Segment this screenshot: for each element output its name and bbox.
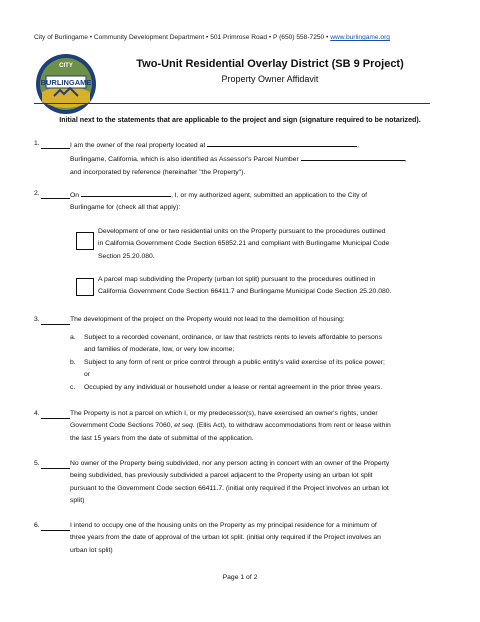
statement-body xyxy=(70,138,480,179)
seal-name: BURLINGAME xyxy=(40,78,92,87)
statement-text: , I, or my authorized agent, submitted an application to the City of xyxy=(170,192,368,199)
statement-line: Burlingame for (check all that apply): xyxy=(70,204,181,212)
statement-line: The development of the project on the Property would not lead to the demolition of housing: xyxy=(70,316,345,323)
statement-number: 3. xyxy=(34,314,41,326)
property-address-blank[interactable] xyxy=(207,138,360,149)
statement-line: and incorporated by reference (hereinafter "the Property"). xyxy=(70,168,246,176)
statement-number: 2. xyxy=(34,188,41,200)
header-dept: Community Development Department xyxy=(93,34,205,41)
instruction-text: Initial next to the statements that are applicable to the project and sign (signature required to be notarized). xyxy=(59,116,421,124)
statement-italic: et seq. xyxy=(174,422,195,430)
statement-body xyxy=(70,458,480,507)
initial-blank-1[interactable] xyxy=(34,138,70,149)
option-line: Section 25.20.080. xyxy=(98,252,155,260)
header-bullet: • xyxy=(326,34,329,41)
statement-text: Burlingame, California, which is also identified as Assessor's Parcel Number xyxy=(70,156,299,164)
sub-text xyxy=(84,357,442,382)
sub-line: and families of moderate, low, or very low income; xyxy=(84,346,235,354)
sub-text xyxy=(84,382,442,394)
statement-body xyxy=(70,520,480,557)
header-address: 501 Primrose Road xyxy=(210,34,267,41)
statement-line: urban lot split) xyxy=(70,546,113,554)
header-city: City of Burlingame xyxy=(34,34,88,41)
date-blank[interactable] xyxy=(81,188,171,197)
statement-number: 6. xyxy=(34,520,41,532)
option-line: in California Government Code Section 65852.21 and compliant with Burlingame Municipal Code xyxy=(98,240,390,248)
statement-line: three years from the date of approval of the urban lot split. (initial only required if the Project involves an xyxy=(70,534,381,542)
statement-line: The Property is not a parcel on which I, or my predecessor(s), have exercised an owner's rights, under xyxy=(70,410,378,417)
statement-text: (Ellis Act), to withdraw accommodations from rent or lease within xyxy=(196,422,391,430)
initial-blank-2[interactable] xyxy=(34,188,70,199)
header-phone: P (650) 558-7250 xyxy=(273,34,325,41)
statement-line xyxy=(70,420,480,432)
initial-blank-3[interactable] xyxy=(34,314,70,325)
punctuation: , xyxy=(357,142,360,149)
header-contact-line xyxy=(34,34,390,41)
option-line: Development of one or two residential units on the Property pursuant to the procedures outlined xyxy=(98,228,386,235)
statement-line xyxy=(70,188,480,202)
statement-body xyxy=(70,408,480,445)
city-seal-logo xyxy=(34,52,98,116)
document-title: Two-Unit Residential Overlay District (SB 9 Project) xyxy=(136,58,404,70)
option-line: A parcel map subdividing the Property (urban lot split) pursuant to the procedures outlined in xyxy=(98,276,376,283)
page-number: Page 1 of 2 xyxy=(222,574,258,581)
statement-number: 5. xyxy=(34,458,41,470)
option-line: California Government Code Section 66411.7 and Burlingame Municipal Code Section 25.20.080. xyxy=(98,288,392,296)
header-website-link[interactable]: www.burlingame.org xyxy=(330,34,390,41)
statement-text: I am the owner of the real property located at xyxy=(70,142,206,149)
option-text xyxy=(98,274,440,299)
punctuation: , xyxy=(404,156,407,164)
statement-line: the last 15 years from the date of submittal of the application. xyxy=(70,434,254,442)
header-bullet: • xyxy=(268,34,272,41)
sub-letter: a. xyxy=(70,334,76,341)
header-bullet: • xyxy=(89,34,93,41)
sub-line: Subject to any form of rent or price control through a public entity's valid exercise of its police power; xyxy=(84,359,385,366)
option-1-checkbox[interactable] xyxy=(76,232,94,250)
initial-blank-5[interactable] xyxy=(34,458,70,469)
statement-line: pursuant to the Government Code section 66411.7. (initial only required if the Project involves an urban lot xyxy=(70,484,389,492)
statement-line: I intend to occupy one of the housing units on the Property as my principal residence for a minimum of xyxy=(70,522,377,529)
sub-line: or xyxy=(84,371,91,379)
sub-text xyxy=(84,332,442,357)
statement-line: being subdivided, has previously subdivided a parcel adjacent to the Property using an urban lot split xyxy=(70,472,373,480)
option-2-checkbox[interactable] xyxy=(76,278,94,296)
statement-line xyxy=(70,138,480,152)
statement-text: Government Code Sections 7060, xyxy=(70,422,173,430)
sub-line: Occupied by any individual or household under a lease or rental agreement in the prior three years. xyxy=(84,384,383,391)
statement-number: 1. xyxy=(34,138,41,150)
initial-blank-4[interactable] xyxy=(34,408,70,419)
header-bullet: • xyxy=(206,34,209,41)
statement-line xyxy=(70,152,480,166)
seal-top-text: CITY xyxy=(59,63,73,69)
header-divider xyxy=(34,103,430,104)
document-subtitle: Property Owner Affidavit xyxy=(221,74,319,84)
sub-line: Subject to a recorded covenant, ordinance, or law that restricts rents to levels affordable to persons xyxy=(84,334,382,341)
statement-text: On xyxy=(70,192,80,199)
statement-line: split) xyxy=(70,496,85,504)
statement-line: No owner of the Property being subdivided, nor any person acting in concert with an owner of the Property xyxy=(70,460,390,467)
statement-number: 4. xyxy=(34,408,41,420)
sub-letter: c. xyxy=(70,384,76,391)
statement-body xyxy=(70,314,480,326)
statement-body xyxy=(70,188,480,215)
apn-blank[interactable] xyxy=(301,152,407,164)
sub-letter: b. xyxy=(70,359,76,366)
initial-blank-6[interactable] xyxy=(34,520,70,531)
option-text xyxy=(98,226,440,263)
